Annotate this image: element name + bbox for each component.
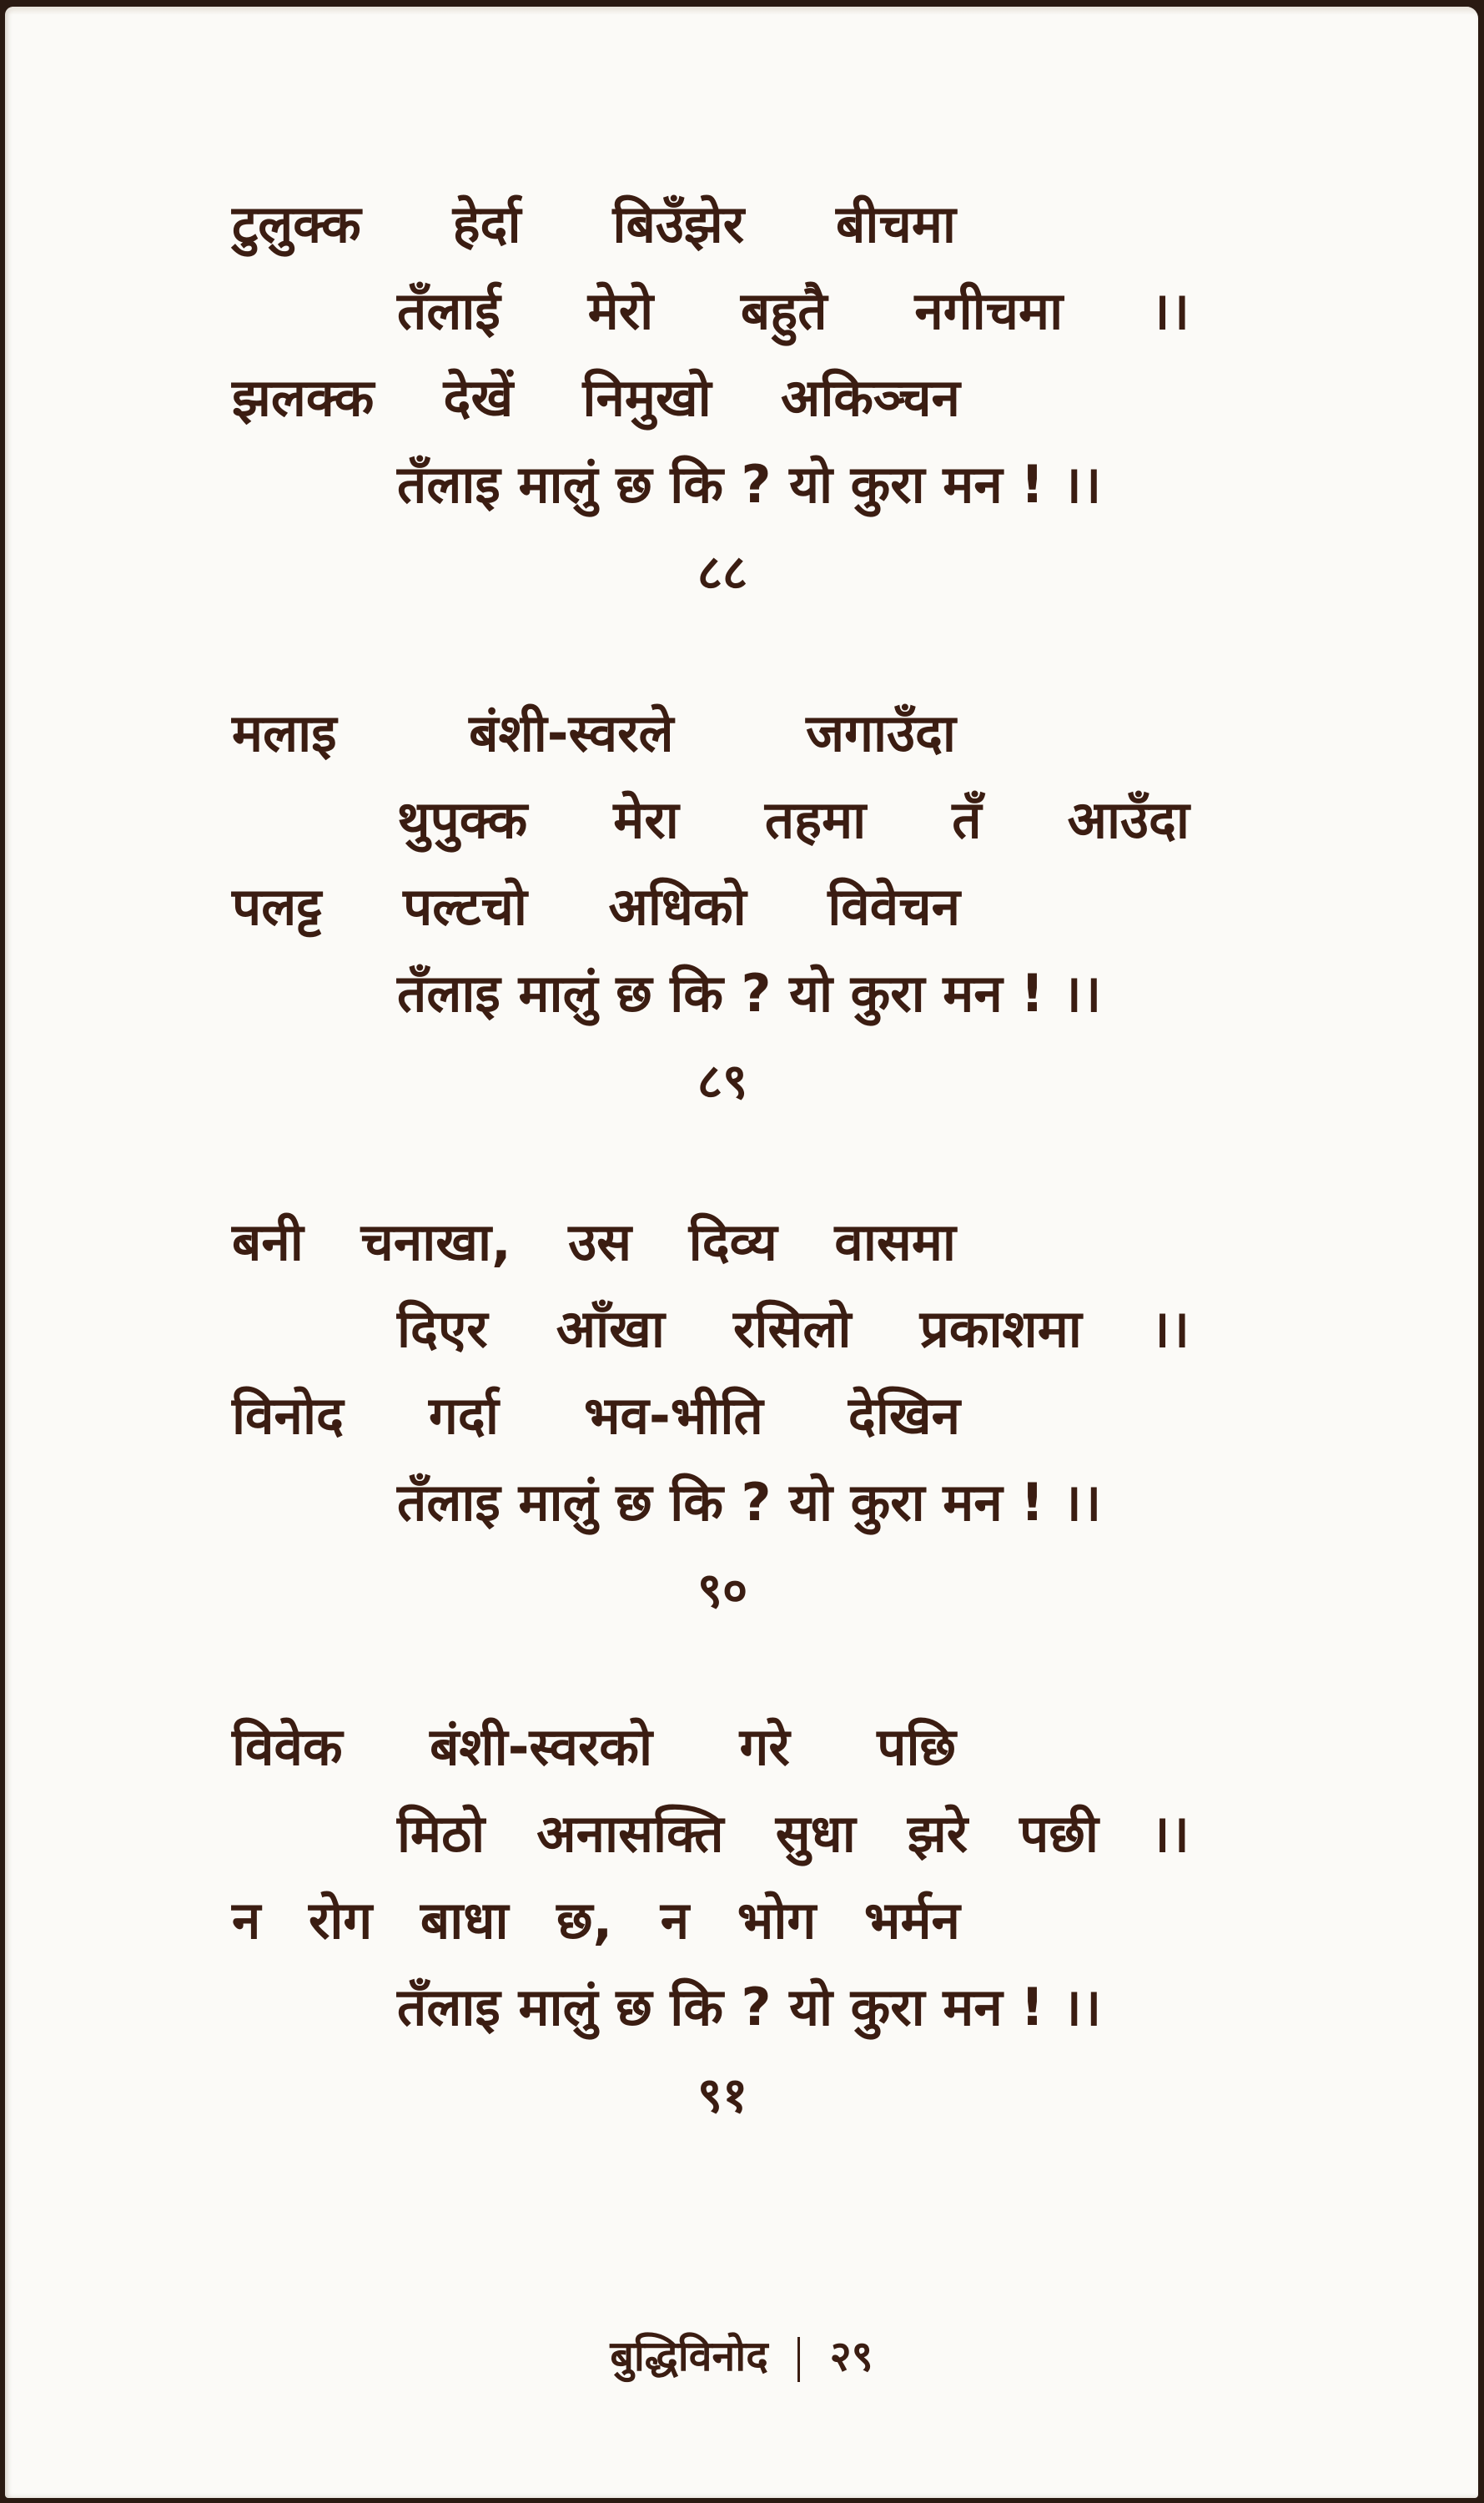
verse-word: जगाउँदा (806, 703, 956, 763)
verse-word: न (232, 1890, 261, 1951)
verse-number: ८८ (697, 544, 748, 601)
verse-word: ।। (1149, 1298, 1190, 1359)
verse-line (232, 703, 956, 763)
verse-word: तँ (952, 789, 982, 850)
verse-word: मलाइ (232, 703, 337, 763)
verse-line (232, 1385, 960, 1446)
verse-word: भव-भीति (583, 1385, 763, 1446)
verse-word: विनोद (232, 1385, 344, 1446)
verse-word: सुधा (775, 1803, 856, 1864)
verse-word: ।। (1149, 1803, 1190, 1864)
verse-word: तहमा (764, 789, 867, 850)
verse-number: ९० (697, 1562, 748, 1619)
verse-line (232, 194, 956, 254)
verse-word: पल्टचो (403, 876, 527, 937)
page-top-edge (5, 7, 1478, 15)
verse-word: भर्मन (863, 1890, 960, 1951)
verse-line (397, 1472, 1102, 1533)
verse-word: बंशी-स्वरको (430, 1716, 653, 1777)
verse-word: गरे (739, 1716, 790, 1777)
verse-word: मेरा (613, 789, 679, 850)
verse-number: ९१ (697, 2067, 748, 2123)
verse-word: बीचमा (836, 194, 956, 254)
verse-word: निमुखो (582, 367, 712, 428)
verse-word: देखें (443, 367, 514, 428)
verse-word: झरे (907, 1803, 968, 1864)
verse-line (397, 1803, 1190, 1864)
verse-word: छ, (556, 1890, 613, 1951)
verse-word: बहुतै (740, 280, 828, 341)
verse-word: नगीचमा (914, 280, 1064, 341)
verse-word: प्रकाशमा (919, 1298, 1082, 1359)
verse-word: अकिञ्चन (780, 367, 960, 428)
verse-word: तँलाइ मालुं छ कि ? यो कुरा मन ! ।। (397, 963, 1102, 1024)
verse-word: रसिलो (733, 1298, 852, 1359)
verse-word: बनी (232, 1211, 304, 1272)
verse-line (397, 1298, 1190, 1359)
verse-word: दिएर (397, 1298, 488, 1359)
verse-word: रोग (309, 1890, 373, 1951)
verse-word: वासमा (834, 1211, 956, 1272)
verse-word: विवेचन (828, 876, 960, 937)
verse-word: पछी (1019, 1803, 1099, 1864)
verse-line (232, 367, 960, 428)
verse-word: देखिन (848, 1385, 960, 1446)
verse-word: अनासक्ति (536, 1803, 724, 1864)
verse-word: ।। (1149, 280, 1190, 341)
verse-word: तँलाइ मालुं छ कि ? यो कुरा मन ! ।। (397, 1472, 1102, 1533)
verse-line (397, 280, 1190, 341)
verse-word: आउँदा (1067, 789, 1190, 850)
verse-word: विवेक (232, 1716, 343, 1777)
verse-word: बिउँझेर (612, 194, 745, 254)
verse-word: हेर्दा (452, 194, 521, 254)
verse-word: पछि (877, 1716, 956, 1777)
verse-number: ८९ (697, 1053, 748, 1110)
verse-word: दिव्य (688, 1211, 777, 1272)
verse-word: चनाखा, (360, 1211, 511, 1272)
footer-page-number: २९ (829, 2332, 873, 2380)
verse-line (397, 963, 1102, 1024)
verse-word: मेरो (587, 280, 654, 341)
verse-line (232, 876, 960, 937)
verse-word: पलट्ट (232, 876, 322, 937)
verse-word: बंशी-स्वरले (469, 703, 674, 763)
verse-word: गर्दा (429, 1385, 499, 1446)
verse-word: अधिको (608, 876, 747, 937)
verse-word: झलक्क (232, 367, 375, 428)
verse-word: तँलाइ मालुं छ कि ? यो कुरा मन ! ।। (397, 454, 1102, 515)
verse-line (397, 789, 1190, 850)
verse-word: टुलुक्क (232, 194, 361, 254)
verse-word: तँलाई (397, 280, 501, 341)
book-page (5, 7, 1478, 2498)
verse-line (232, 1211, 956, 1272)
footer-separator (797, 2337, 800, 2382)
verse-line (232, 1890, 960, 1951)
verse-word: न (660, 1890, 690, 1951)
verse-word: बाधा (420, 1890, 509, 1951)
verse-word: भोग (737, 1890, 817, 1951)
verse-line (232, 1716, 956, 1777)
verse-line (397, 1977, 1102, 2037)
verse-line (397, 454, 1102, 515)
page-footer (5, 2326, 1478, 2383)
footer-book-title: बुद्धिविनोद (610, 2332, 768, 2380)
verse-word: आँखा (556, 1298, 665, 1359)
verse-word: थुपुक्क (397, 789, 528, 850)
verse-word: तँलाइ मालुं छ कि ? यो कुरा मन ! ।। (397, 1977, 1102, 2037)
verse-word: मिठो (397, 1803, 485, 1864)
verse-word: उस (568, 1211, 632, 1272)
